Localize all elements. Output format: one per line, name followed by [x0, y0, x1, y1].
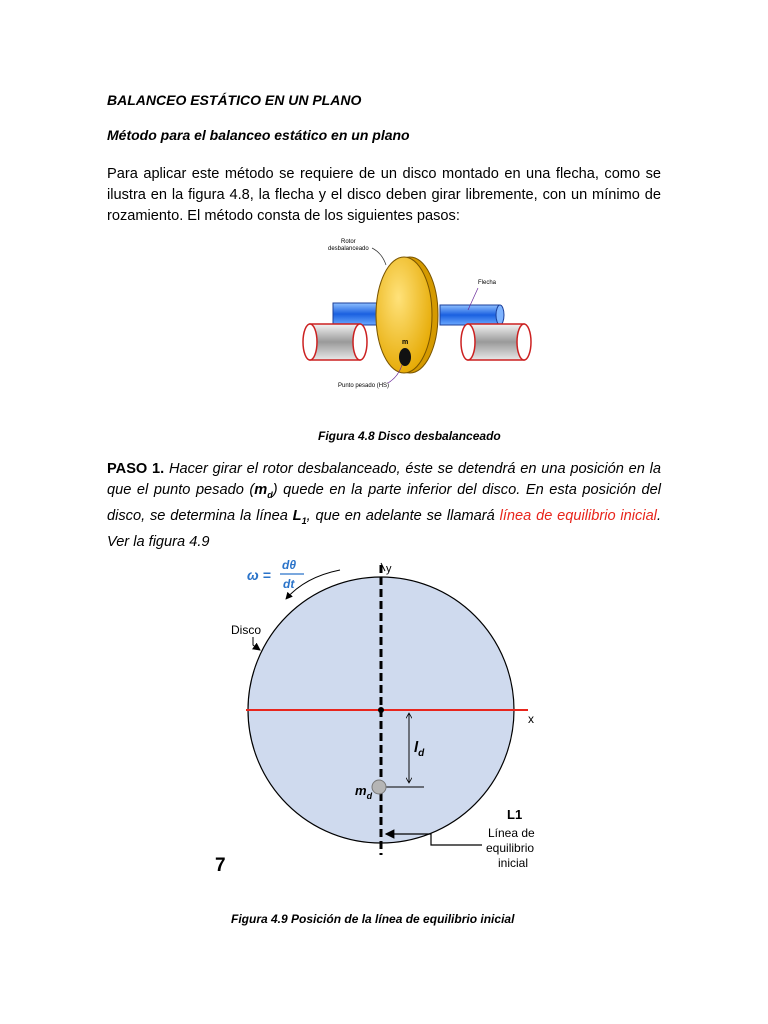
rotor-label-line2: desbalanceado [328, 246, 369, 252]
bearing-right [468, 324, 524, 360]
md-mass [372, 780, 386, 794]
equilibrium-line-term: línea de equilibrio inicial [499, 507, 657, 524]
disk-center [378, 707, 384, 713]
page-number: 7 [215, 855, 226, 876]
mass-label: m [402, 339, 409, 346]
heavy-point-label: Punto pesado (HS) [338, 383, 390, 389]
step1-paragraph [107, 459, 661, 553]
l1-sub: 1 [301, 515, 307, 526]
step1-text-c: , que en adelante se llamará [306, 507, 500, 524]
disk-label: Disco [231, 623, 262, 637]
x-axis-label: x [528, 712, 534, 726]
figure-4-8-unbalanced-disk [298, 235, 543, 395]
md-symbol [254, 482, 272, 498]
omega-denominator: dt [283, 577, 295, 591]
ld-label: $l_d$ [414, 739, 425, 759]
eq-line-label-3: inicial [498, 856, 529, 870]
step1-label: PASO 1. [107, 461, 165, 477]
shaft-right [440, 305, 500, 325]
omega-label: ω = [247, 567, 271, 583]
figure-4-9-equilibrium-line [200, 555, 580, 875]
eq-line-label-1: Línea de [488, 826, 535, 840]
rotor-label-line1: Rotor [341, 239, 356, 245]
step1-text-a: Hacer girar el rotor desbalanceado, éste se detendrá en una posición en la que el punto pesado ( [107, 461, 661, 498]
md-m: m [254, 482, 268, 498]
y-axis-label: y [386, 563, 392, 575]
l1-l: L [292, 507, 302, 524]
section-heading: BALANCEO ESTÁTICO EN UN PLANO [107, 92, 362, 108]
l1-label: L1 [507, 807, 523, 822]
omega-numerator: dθ [282, 558, 297, 572]
heavy-spot [399, 348, 411, 366]
intro-paragraph: Para aplicar este método se requiere de un disco montado en una flecha, como se ilustra en la figura 4.8, la flecha y el disco deben girar libremente, con un mínimo de rozamiento. El método consta de los siguientes pasos: [107, 166, 661, 224]
eq-line-label-2: equilibrio [486, 841, 535, 855]
figure-4-8-caption: Figura 4.8 Disco desbalanceado [318, 429, 501, 443]
step1-text-d: . Ver la figura 4.9 [107, 507, 661, 550]
l1-symbol [293, 508, 307, 524]
step1-text-b: ) quede en la parte inferior del disco. En esta posición del disco, se determina la línea [107, 482, 662, 524]
md-label: $m_d$ [355, 783, 373, 801]
subsection-heading: Método para el balanceo estático en un plano [107, 127, 410, 143]
shaft-label: Flecha [478, 280, 497, 286]
md-sub: d [267, 489, 273, 500]
figure-4-9-caption: Figura 4.9 Posición de la línea de equilibrio inicial [231, 912, 515, 926]
